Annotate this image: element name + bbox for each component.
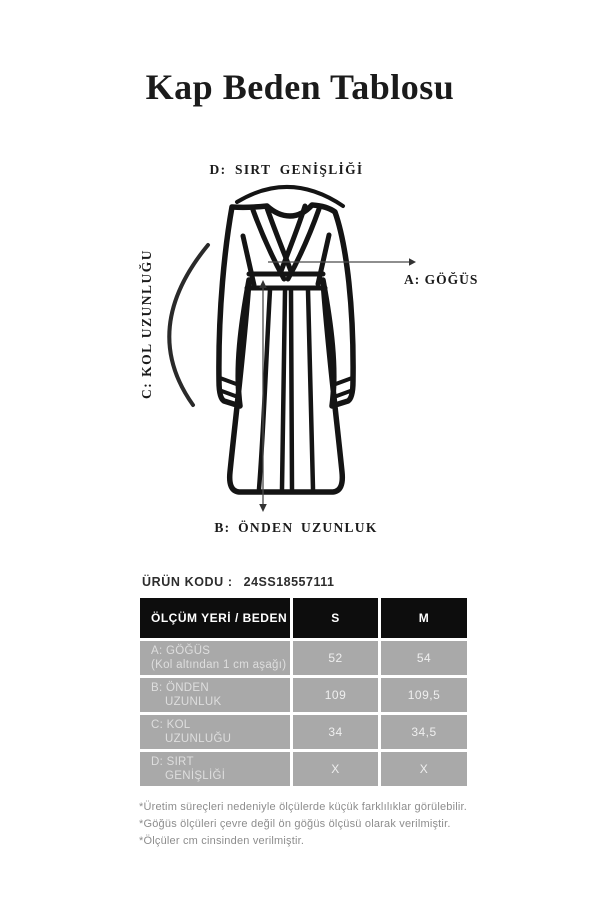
table-value-m: 34,5 bbox=[381, 715, 467, 749]
table-row-label bbox=[140, 715, 290, 749]
footnote-line: *Göğüs ölçüleri çevre değil ön göğüs ölçüsü olarak verilmiştir. bbox=[139, 818, 451, 830]
row-label-line1: A: GÖĞÜS bbox=[151, 645, 211, 657]
table-value-s: X bbox=[293, 752, 378, 786]
table-header-size-m: M bbox=[381, 598, 467, 638]
table-value-s: 109 bbox=[293, 678, 378, 712]
coat-line-art-svg bbox=[140, 150, 490, 565]
label-chest: A: GÖĞÜS bbox=[404, 272, 479, 287]
table-header-size-s: S bbox=[293, 598, 378, 638]
back-width-arc bbox=[237, 187, 343, 206]
footnote-line: *Üretim süreçleri nedeniyle ölçülerde küçük farklılıklar görülebilir. bbox=[139, 801, 468, 813]
table-value-m: 109,5 bbox=[381, 678, 467, 712]
table-row-label bbox=[140, 678, 290, 712]
size-table bbox=[140, 598, 467, 786]
table-value-m: X bbox=[381, 752, 467, 786]
label-sleeve-length: C: KOL UZUNLUĞU bbox=[139, 249, 154, 400]
page-title: Kap Beden Tablosu bbox=[145, 67, 455, 107]
footnotes bbox=[139, 799, 467, 850]
row-label-line2: UZUNLUK bbox=[165, 696, 222, 708]
table-value-s: 52 bbox=[293, 641, 378, 675]
row-label-line2: GENİŞLİĞİ bbox=[165, 770, 226, 782]
label-back-width: D: SIRT GENİŞLİĞİ bbox=[209, 162, 364, 177]
table-header-measure: ÖLÇÜM YERİ / BEDEN bbox=[140, 598, 290, 638]
sleeve-length-arc bbox=[169, 245, 208, 405]
row-label-line1: C: KOL bbox=[151, 719, 191, 731]
product-code-label: ÜRÜN KODU : bbox=[142, 575, 233, 589]
table-row-label bbox=[140, 752, 290, 786]
label-front-length: B: ÖNDEN UZUNLUK bbox=[214, 520, 378, 535]
row-label-line1: D: SIRT bbox=[151, 756, 194, 768]
table-value-s: 34 bbox=[293, 715, 378, 749]
row-label-line1: B: ÖNDEN bbox=[151, 682, 209, 694]
row-label-line2: (Kol altından 1 cm aşağı) bbox=[151, 659, 287, 671]
table-value-m: 54 bbox=[381, 641, 467, 675]
product-code bbox=[142, 575, 334, 589]
table-row-label bbox=[140, 641, 290, 675]
product-code-value: 24SS18557111 bbox=[243, 575, 335, 589]
footnote-line: *Ölçüler cm cinsinden verilmiştir. bbox=[139, 835, 305, 847]
row-label-line2: UZUNLUĞU bbox=[165, 733, 232, 745]
